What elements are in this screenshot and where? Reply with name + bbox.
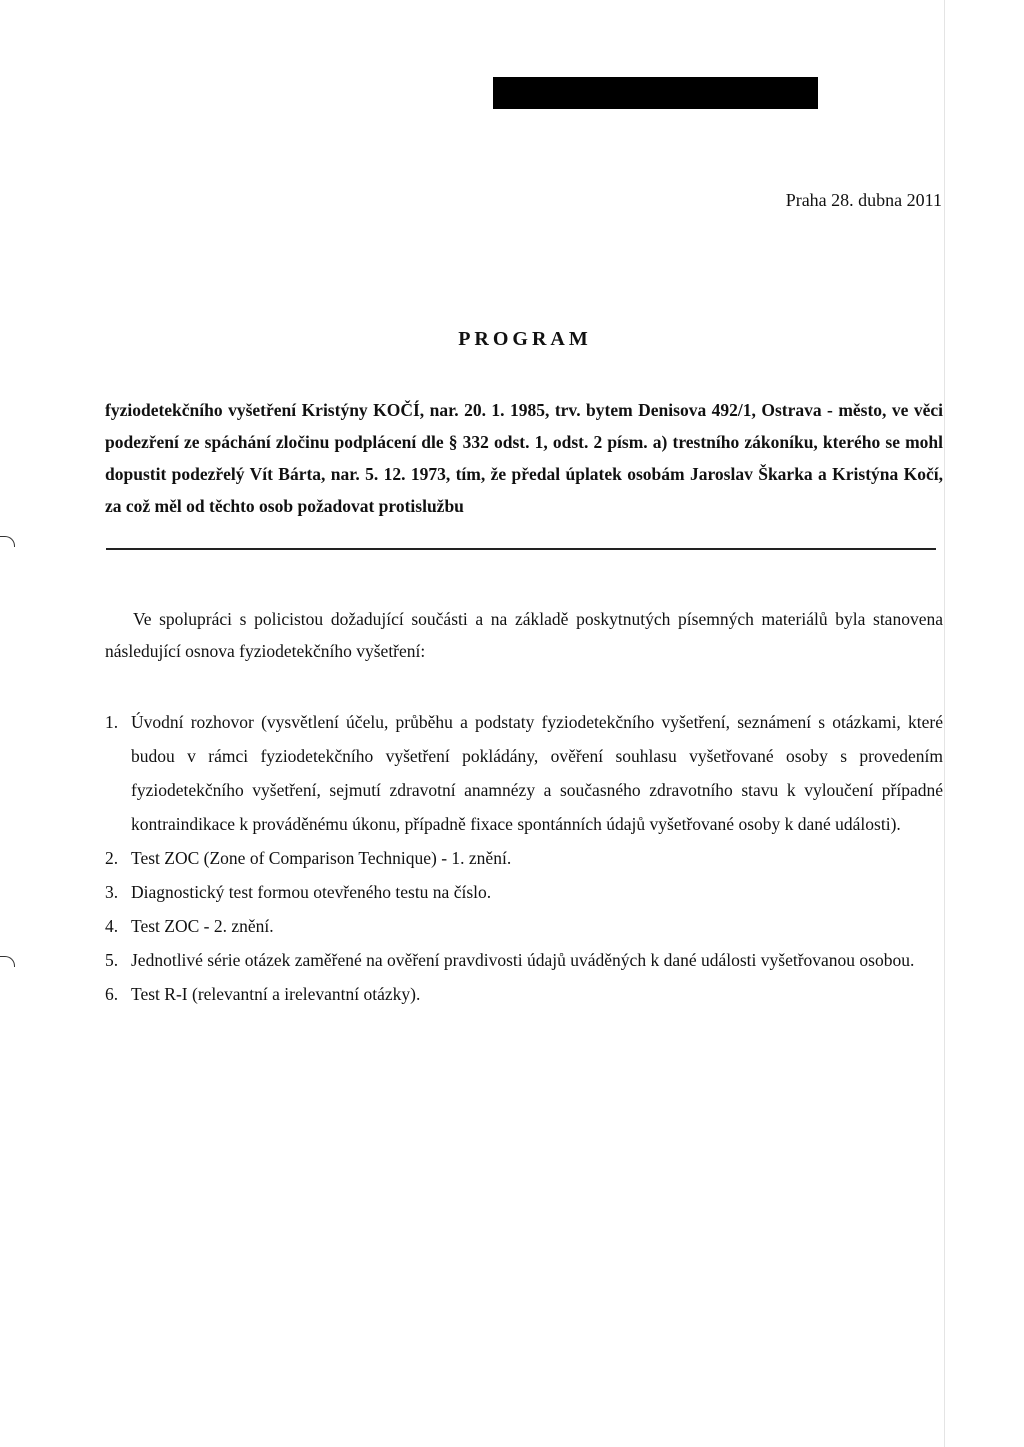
list-item-text: Test R-I (relevantní a irelevantní otázky). bbox=[131, 984, 421, 1004]
body-paragraph: Ve spolupráci s policistou dožadující součásti a na základě poskytnutých písemných materiálů byla stanovena následující osnova fyziodetekčního vyšetření: bbox=[105, 609, 943, 661]
redaction-bar bbox=[493, 77, 818, 109]
list-item-number: 3. bbox=[105, 882, 119, 902]
list-item bbox=[105, 909, 943, 943]
list-item bbox=[105, 705, 943, 841]
list-item-number: 1. bbox=[105, 712, 119, 732]
list-item bbox=[105, 841, 943, 875]
document-title: PROGRAM bbox=[458, 328, 592, 350]
list-item-text: Test ZOC - 2. znění. bbox=[131, 916, 274, 936]
examination-outline bbox=[105, 705, 943, 1011]
list-item-text: Jednotlivé série otázek zaměřené na ověření pravdivosti údajů uváděných k dané události vyšetřovanou osobou. bbox=[131, 950, 915, 970]
section-divider bbox=[106, 548, 936, 550]
list-item-text: Úvodní rozhovor (vysvětlení účelu, průběhu a podstaty fyziodetekčního vyšetření, seznámení s otázkami, které budou v rámci fyziodetekčního vyšetření pokládány, ověření souhlasu vyšetřované osoby s provedením fyziodetekčního vyšetření, sejmutí zdravotní anamnézy a současného zdravotního stavu k vyloučení případné kontraindikace k prováděnému úkonu, případně fixace spontánních údajů vyšetřované osoby k dané události). bbox=[131, 712, 943, 834]
list-item-number: 5. bbox=[105, 950, 119, 970]
list-item bbox=[105, 875, 943, 909]
list-item bbox=[105, 977, 943, 1011]
list-item-text: Diagnostický test formou otevřeného testu na číslo. bbox=[131, 882, 492, 902]
program-subject: fyziodetekčního vyšetření Kristýny KOČÍ, nar. 20. 1. 1985, trv. bytem Denisova 492/1, Ostrava - město, ve věci podezření ze spáchání zločinu podplácení dle § 332 odst. 1, odst. 2 písm. a) trestního zákoníku, kterého se mohl dopustit podezřelý Vít Bárta, nar. 5. 12. 1973, tím, že předal úplatek osobám Jaroslav Škarka a Kristýna Kočí, za což měl od těchto osob požadovat protislužbu bbox=[105, 400, 943, 516]
list-item-text: Test ZOC (Zone of Comparison Technique) - 1. znění. bbox=[131, 848, 512, 868]
list-item bbox=[105, 943, 943, 977]
scan-edge-line bbox=[944, 0, 945, 1447]
document-date: Praha 28. dubna 2011 bbox=[785, 190, 942, 210]
margin-mark bbox=[0, 536, 15, 547]
list-item-number: 4. bbox=[105, 916, 119, 936]
margin-mark bbox=[0, 956, 15, 967]
list-item-number: 6. bbox=[105, 984, 119, 1004]
list-item-number: 2. bbox=[105, 848, 119, 868]
